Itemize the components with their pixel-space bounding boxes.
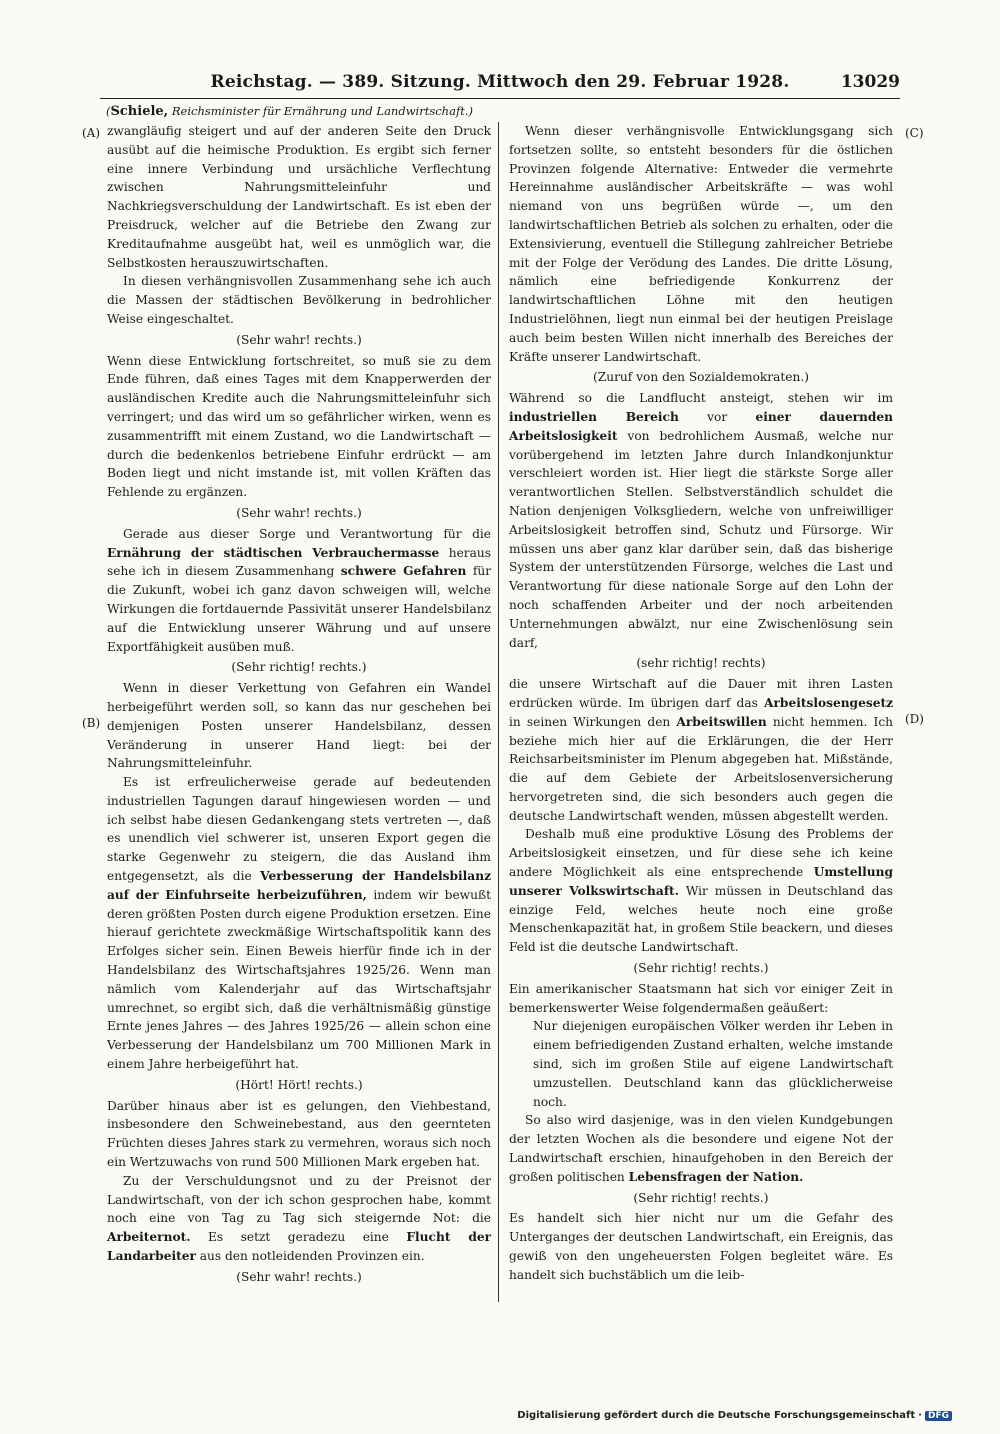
right-column [509, 122, 893, 1285]
paragraph: So also wird dasjenige, was in den vielen Kundgebungen der letzten Wochen als die besondere und eigene Not der Landwirtschaft erschien, hinaufgehoben in den Bereich der großen politischen Lebensfragen der Nation. [509, 1113, 893, 1184]
margin-marker-c: (C) [905, 126, 924, 140]
paragraph: Wenn in dieser Verkettung von Gefahren ein Wandel herbeigeführt werden soll, so kann das nur geschehen bei demjenigen Posten unserer Handelsbilanz, dessen Veränderung in unserer Hand liegt: bei der Nahrungsmitteleinfuhr. [107, 681, 491, 771]
interjection: (Sehr richtig! rechts.) [231, 660, 367, 675]
paragraph: Wenn dieser verhängnisvolle Entwicklungsgang sich fortsetzen sollte, so entsteht besonders für die östlichen Provinzen folgende Alternative: Entweder die vermehrte Hereinnahme ausländischer Arbeitskräfte — was wohl niemand von uns begrüßen würde —, um den landwirtschaftlichen Betrieb als solchen zu erhalten, oder die Extensivierung, eventuell die Stillegung zahlreicher Betriebe mit der Folge der Verödung des Landes. Die dritte Lösung, nämlich eine befriedigende Konkurrenz der landwirtschaftlichen Löhne mit den heutigen Industrielöhnen, liegt nun einmal bei der heutigen Preislage auch beim besten Willen nicht innerhalb des Bereiches der Kräfte unserer Landwirtschaft. [509, 124, 893, 364]
paragraph: Gerade aus dieser Sorge und Verantwortung für die Ernährung der städtischen Verbrauchermasse heraus sehe ich in diesem Zusammenhang schwere Gefahren für die Zukunft, wobei ich ganz davon schweigen will, welche Wirkungen die fortdauernde Passivität unserer Handelsbilanz auf die Entwicklung unserer Währung und auf unsere Exportfähigkeit ausüben muß. [107, 526, 492, 654]
page-header [100, 72, 900, 99]
paragraph: In diesen verhängnisvollen Zusammenhang sehe ich auch die Massen der städtischen Bevölkerung in bedrohlicher Weise eingeschaltet. [107, 274, 491, 326]
margin-marker-d: (D) [905, 712, 924, 726]
paragraph: Es ist erfreulicherweise gerade auf bedeutenden industriellen Tagungen darauf hingewiesen worden — und ich selbst habe diesen Gedankengang stets vertreten —, daß es unendlich viel schwerer ist, unseren Export gegen die starke Gegenwehr zu steigern, die das Ausland ihm entgegensetzt, als die Verbesserung der Handelsbilanz auf der Einfuhrseite herbeizuführen, indem wir bewußt deren größten Posten durch eigene Produktion ersetzen. Eine hierauf gerichtete zweckmäßige Wirtschaftspolitik kann des Erfolges sicher sein. Einen Beweis hierfür finde ich in der Handelsbilanz des Wirtschaftsjahres 1925/26. Wenn man nämlich vom Kalenderjahr auf das Wirtschaftsjahr umrechnet, so ergibt sich, daß die verhältnismäßig günstige Ernte jenes Jahres — des Jahres 1925/26 — allein schon eine Verbesserung der Handelsbilanz um 700 Millionen Mark in einem Jahre herbeigeführt hat. [107, 775, 491, 1072]
left-column [107, 122, 491, 1289]
paragraph: Es handelt sich hier nicht nur um die Gefahr des Unterganges der deutschen Landwirtschaft, ein Ereignis, das gewiß von den ungeheuersten Folgen begleitet wäre. Es handelt sich buchstäblich um die leib- [509, 1211, 893, 1282]
paragraph: Zu der Verschuldungsnot und zu der Preisnot der Landwirtschaft, von der ich schon gesprochen habe, kommt noch eine von Tag zu Tag sich steigernde Not: die Arbeiternot. Es setzt geradezu eine Flucht der Landarbeiter aus den notleidenden Provinzen ein. [107, 1173, 492, 1264]
speaker-role: Reichsminister für Ernährung und Landwirtschaft.) [171, 104, 473, 118]
interjection: (Sehr wahr! rechts.) [236, 332, 362, 347]
paragraph: Ein amerikanischer Staatsmann hat sich vor einiger Zeit in bemerkenswerter Weise folgendermaßen geäußert: [509, 981, 893, 1015]
speaker-name: Schiele, [110, 104, 169, 119]
paragraph: Wenn diese Entwicklung fortschreitet, so muß sie zu dem Ende führen, daß eines Tages mit dem Knapperwerden der ausländischen Kredite auch die Nahrungsmitteleinfuhr sich verringert; und das wird um so gefährlicher wirken, wenn es zusammentrifft mit einem Zustand, wo die Landwirtschaft — durch die bedenkenlos betriebene Einfuhr erdrückt — am Boden liegt und nicht imstande ist, mit vollen Kräften das Fehlende zu ergänzen. [107, 353, 491, 500]
paragraph: Darüber hinaus aber ist es gelungen, den Viehbestand, insbesondere den Schweinebestand, aus den geernteten Früchten dieses Jahres stark zu vermehren, woraus sich noch ein Wertzuwachs von rund 500 Millionen Mark ergeben hat. [107, 1098, 491, 1170]
interjection: (Zuruf von den Sozialdemokraten.) [593, 370, 809, 385]
footer-credit: Digitalisierung gefördert durch die Deutsche Forschungsgemeinschaft · DFG [517, 1410, 952, 1421]
interjection: (sehr richtig! rechts) [636, 656, 766, 671]
interjection: (Sehr wahr! rechts.) [236, 1269, 362, 1284]
interjection: (Sehr wahr! rechts.) [236, 505, 362, 520]
margin-marker-b: (B) [82, 716, 101, 730]
running-title: Reichstag. — 389. Sitzung. Mittwoch den 29. Februar 1928. [210, 72, 790, 92]
paragraph: Während so die Landflucht ansteigt, stehen wir im industriellen Bereich vor einer dauernden Arbeitslosigkeit von bedrohlichem Ausmaß, welche nur vorübergehend im letzten Jahre durch Inlandkonjunktur verschleiert worden ist. Hier liegt die stärkste Sorge aller verantwortlichen Stellen. Selbstverständlich schuldet die Nation denjenigen Volksgliedern, welche von unfreiwilliger Arbeitslosigkeit betroffen sind, Schutz und Fürsorge. Wir müssen uns aber ganz klar darüber sein, daß das bisherige System der unterstützenden Fürsorge, welches die Last und Verantwortung für diese nationale Sorge auf den Lohn der noch schaffenden Arbeiter und der noch arbeitenden Unternehmungen abwälzt, nur eine Zwischenlösung sein darf, [509, 391, 893, 650]
quotation: Nur diejenigen europäischen Völker werden ihr Leben in einem befriedigenden Zustand erhalten, welche imstande sind, sich im großen Stile auf eigene Landwirtschaft umzustellen. Deutschland kann das glücklicherweise noch. [533, 1019, 893, 1109]
dfg-logo: DFG [925, 1411, 952, 1421]
paragraph: Deshalb muß eine produktive Lösung des Problems der Arbeitslosigkeit einsetzen, und für diese sehe ich keine andere Möglichkeit als eine entsprechende Umstellung unserer Volkswirtschaft. Wir müssen in Deutschland das einzige Feld, welches heute noch eine große Menschenkapazität hat, in großem Stile beackern, und dieses Feld ist die deutsche Landwirtschaft. [509, 827, 894, 955]
interjection: (Sehr richtig! rechts.) [633, 1190, 769, 1205]
speaker-line: (Schiele, Reichsminister für Ernährung und Landwirtschaft.) [106, 104, 473, 119]
paragraph: zwangläufig steigert und auf der anderen Seite den Druck ausübt auf die heimische Produktion. Es ergibt sich ferner eine innere Verbindung und ursächliche Verflechtung zwischen Nahrungsmitteleinfuhr und Nachkriegsverschuldung der Landwirtschaft. Es ist eben der Preisdruck, welcher auf die Betriebe den Zwang zur Kreditaufnahme ausgeübt hat, weil es unmöglich war, die Selbstkosten herauszuwirtschaften. [107, 124, 491, 270]
footer-text: Digitalisierung gefördert durch die Deutsche Forschungsgemeinschaft [517, 1410, 916, 1421]
margin-marker-a: (A) [82, 126, 101, 140]
column-divider [498, 122, 499, 1302]
page-number: 13029 [840, 72, 900, 92]
interjection: (Sehr richtig! rechts.) [633, 961, 769, 976]
interjection: (Hört! Hört! rechts.) [235, 1077, 363, 1092]
paragraph: die unsere Wirtschaft auf die Dauer mit ihren Lasten erdrücken würde. Im übrigen darf das Arbeitslosengesetz in seinen Wirkungen den Arbeitswillen nicht hemmen. Ich beziehe mich hier auf die Erklärungen, die der Herr Reichsarbeitsminister im Plenum abgegeben hat. Mißstände, die auf dem Gebiete der Arbeitslosenversicherung hervorgetreten sind, die sich besonders auch gegen die deutsche Landwirtschaft wenden, müssen abgestellt werden. [509, 677, 894, 823]
